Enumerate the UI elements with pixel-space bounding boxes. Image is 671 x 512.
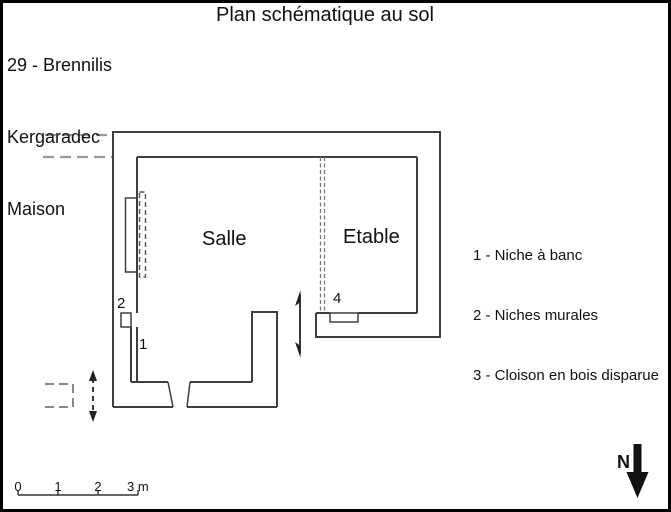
- room-label-salle: Salle: [202, 228, 247, 250]
- room-label-etable: Etable: [343, 226, 400, 248]
- page-title: Plan schématique au sol: [216, 4, 434, 26]
- entrance-arrow-dashed: [89, 370, 97, 422]
- marker-niche-a-banc: 1: [139, 336, 148, 353]
- legend: [473, 206, 659, 426]
- north-label: N: [617, 452, 630, 472]
- wall-niche-2: [121, 313, 131, 327]
- vanished-partition-dashed: [321, 157, 325, 312]
- trough-niche-4: [330, 313, 358, 322]
- scale-bar: [18, 490, 138, 495]
- passage-arrow: [295, 290, 301, 358]
- salle-west-wall-face: [131, 157, 137, 382]
- scale-tick-label: 1: [54, 479, 62, 494]
- legend-item: 2 - Niches murales: [473, 307, 599, 324]
- legend-item: 1 - Niche à banc: [473, 247, 583, 264]
- scale-tick-label: 2: [94, 479, 102, 494]
- location-block: [7, 5, 112, 269]
- marker-trough: 4: [333, 290, 342, 307]
- door-splay-jambs: [168, 382, 190, 407]
- west-wall-recess: [126, 198, 138, 272]
- dashed-feature-outline: [140, 192, 146, 277]
- location-line: 29 - Brennilis: [7, 55, 113, 75]
- scale-tick-label: 0: [14, 479, 22, 494]
- salle-south-wall-stub: [252, 312, 277, 407]
- location-line: Maison: [7, 199, 66, 219]
- scale-end-label: 3 m: [127, 479, 149, 494]
- marker-niche-murale: 2: [117, 295, 126, 312]
- legend-item: 3 - Cloison en bois disparue: [473, 367, 659, 384]
- location-line: Kergaradec: [7, 127, 101, 147]
- ruin-outline-dashed: [45, 384, 73, 407]
